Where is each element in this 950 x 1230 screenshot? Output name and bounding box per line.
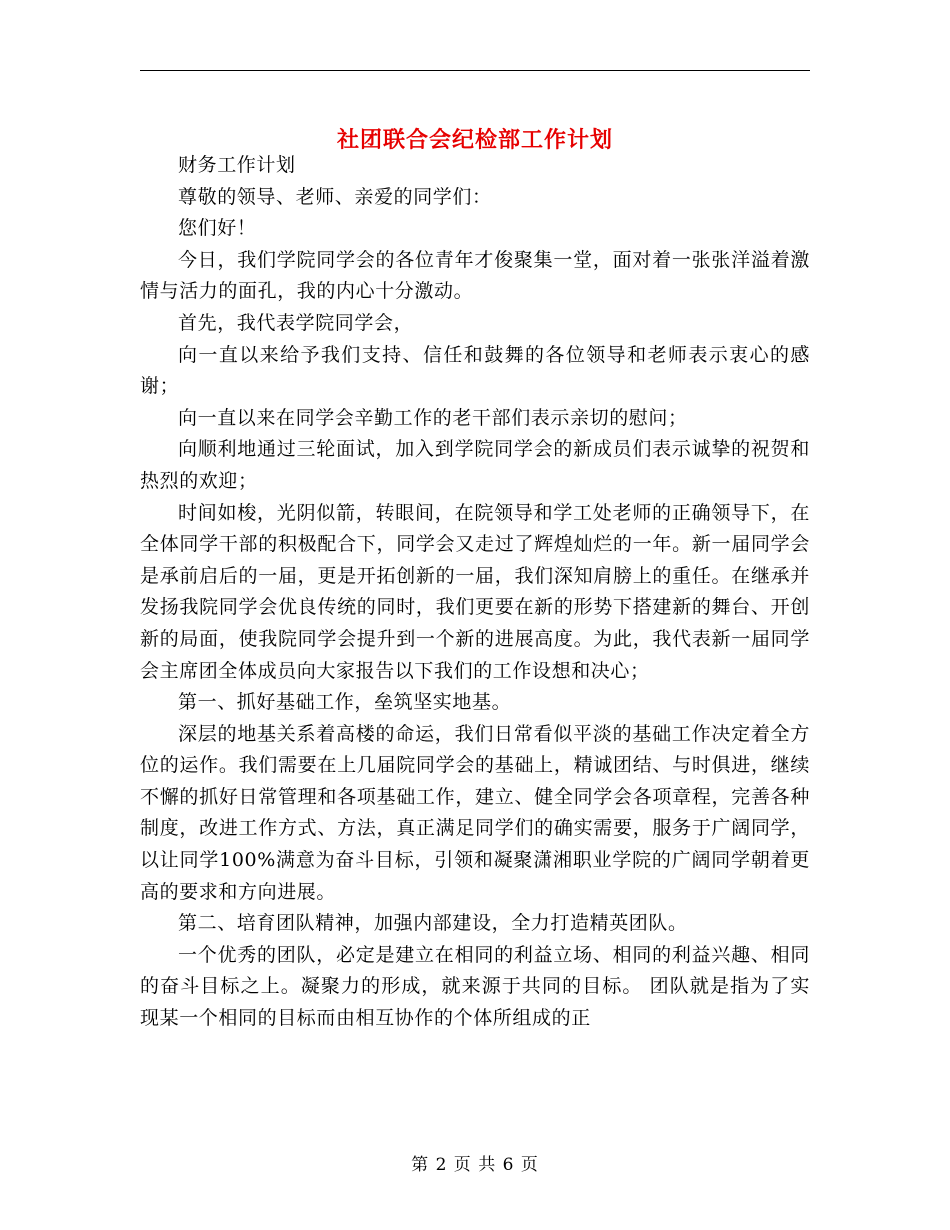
paragraph: 财务工作计划	[178, 154, 296, 176]
paragraph: 今日，我们学院同学会的各位青年才俊聚集一堂，面对着一张张洋溢着激情与活力的面孔，我的内心十分激动。	[140, 248, 810, 303]
paragraph: 尊敬的领导、老师、亲爱的同学们：	[178, 185, 492, 208]
paragraph: 深层的地基关系着高楼的命运，我们日常看似平淡的基础工作决定着全方位的运作。我们需要在上几届院同学会的基础上，精诚团结、与时俱进，继续不懈的抓好日常管理和各项基础工作，建立、健全同学会各项章程，完善各种制度，改进工作方式、方法，真正满足同学们的确实需要，服务于广阔同学，以让同学100%满意为奋斗目标，引领和凝聚潇湘职业学院的广阔同学朝着更高的要求和方向进展。	[140, 722, 810, 903]
paragraph: 向一直以来在同学会辛勤工作的老干部们表示亲切的慰问；	[178, 406, 688, 429]
paragraph: 您们好！	[178, 217, 257, 240]
header-rule	[140, 70, 810, 71]
paragraph: 首先，我代表学院同学会，	[178, 311, 414, 334]
document-title: 社团联合会纪检部工作计划	[336, 126, 613, 153]
paragraph: 第一、抓好基础工作，垒筑坚实地基。	[178, 691, 512, 714]
paragraph: 向顺利地通过三轮面试，加入到学院同学会的新成员们表示诚挚的祝贺和热烈的欢迎；	[140, 438, 810, 492]
paragraph: 第二、培育团队精神，加强内部建设，全力打造精英团队。	[178, 912, 688, 935]
paragraph: 时间如梭，光阴似箭，转眼间，在院领导和学工处老师的正确领导下，在全体同学干部的积极配合下，同学会又走过了辉煌灿烂的一年。新一届同学会是承前启后的一届，更是开拓创新的一届，我们深知肩膀上的重任。在继承并发扬我院同学会优良传统的同时，我们更要在新的形势下搭建新的舞台、开创新的局面，使我院同学会提升到一个新的进展高度。为此，我代表新一届同学会主席团全体成员向大家报告以下我们的工作设想和决心；	[140, 501, 810, 682]
document-body	[140, 150, 810, 1035]
paragraph: 向一直以来给予我们支持、信任和鼓舞的各位领导和老师表示衷心的感谢；	[140, 343, 810, 398]
paragraph: 一个优秀的团队，必定是建立在相同的利益立场、相同的利益兴趣、相同的奋斗目标之上。凝聚力的形成，就来源于共同的目标。 团队就是指为了实现某一个相同的目标而由相互协作的个体所组成的正	[140, 943, 810, 1030]
page-number-footer: 第 2 页 共 6 页	[411, 1155, 539, 1175]
